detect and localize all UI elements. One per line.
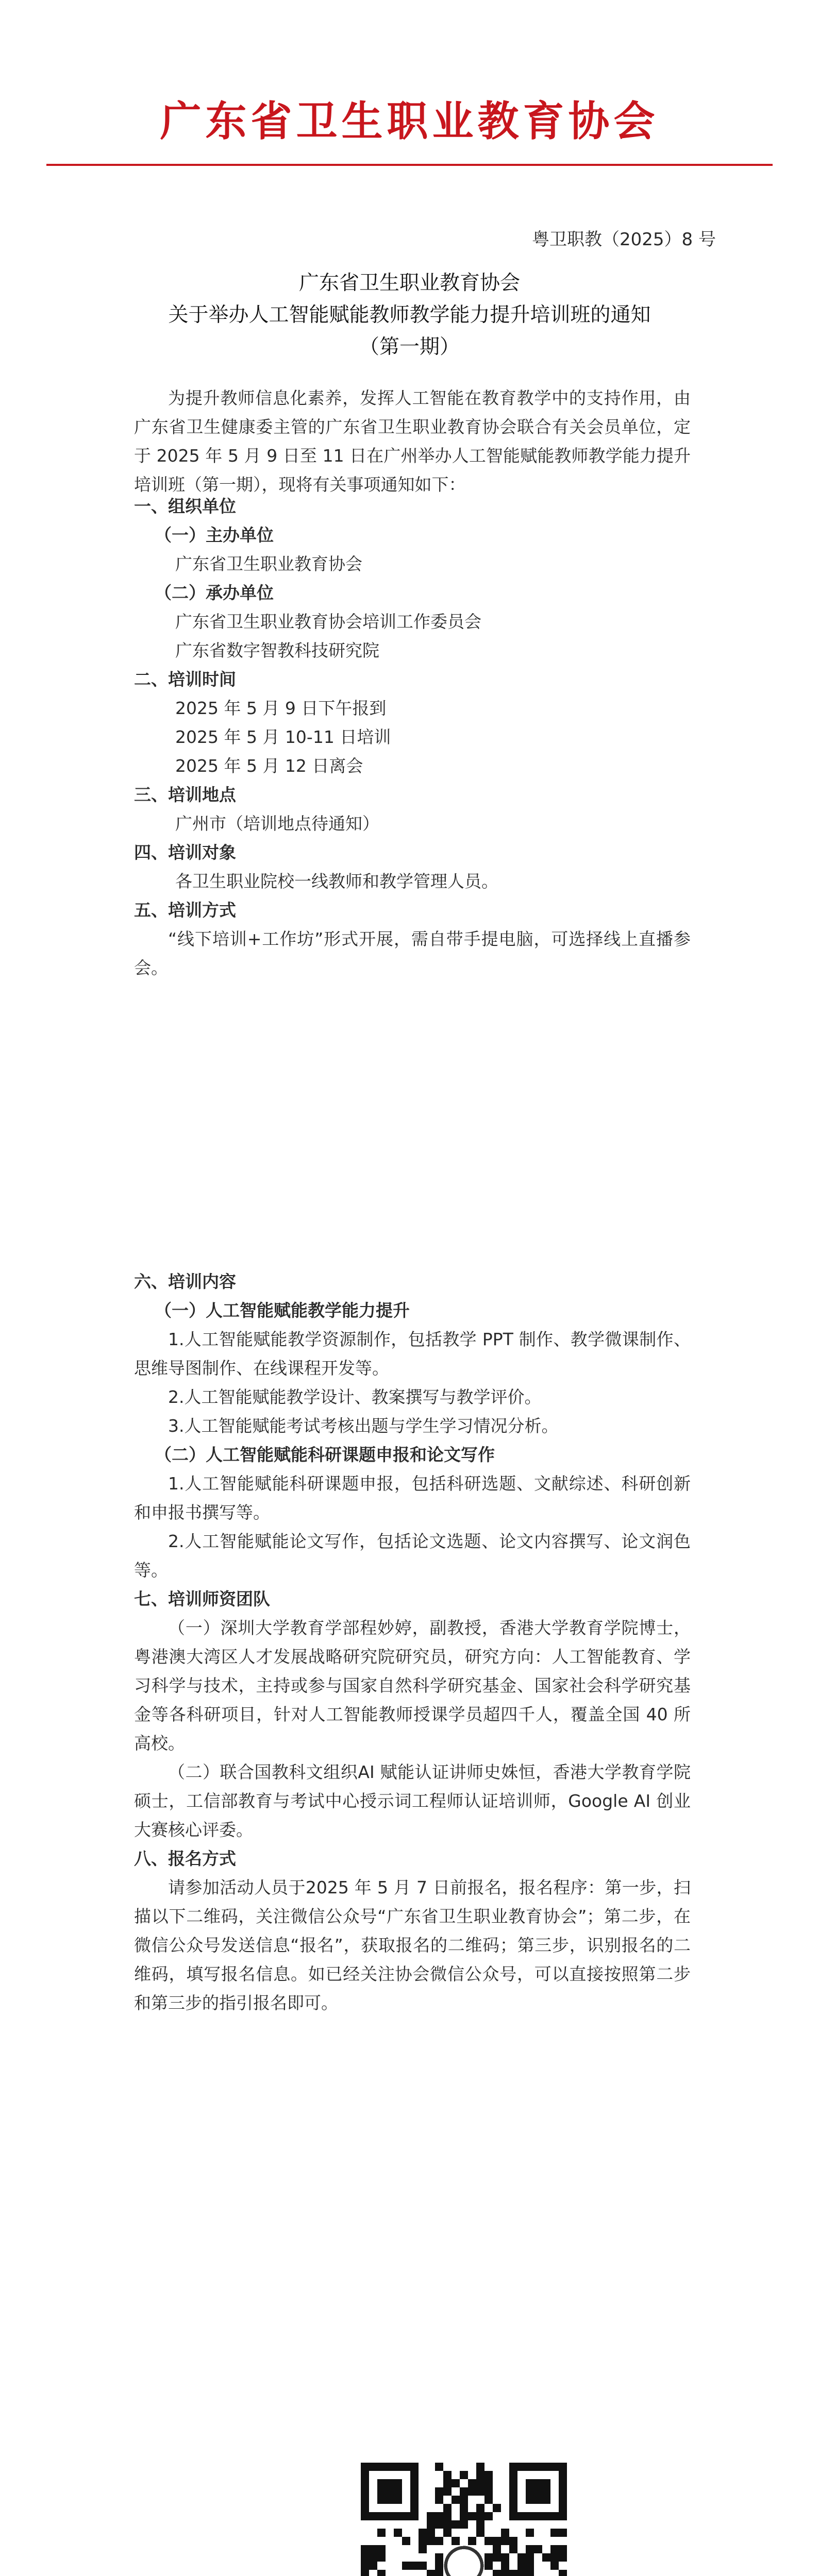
section-7-item: （一）深圳大学教育学部程妙婷，副教授，香港大学教育学院博士，粤港澳大湾区人才发展战略研究院研究员，研究方向：人工智能教育、学习科学与技术，主持或参与国家自然科学研究基金、国家社会科学研究基金等各科研项目，针对人工智能教师授课学员超四千人，覆盖全国 40 所高校。 — [134, 1618, 691, 1753]
section-6-title: 六、培训内容 — [134, 1272, 236, 1292]
section-6-sub-1-item: 1.人工智能赋能教学资源制作，包括教学 PPT 制作、教学微课制作、思维导图制作、在线课程开发等。 — [134, 1329, 691, 1378]
section-8-text: 请参加活动人员于2025 年 5 月 7 日前报名，报名程序：第一步，扫描以下二维码，关注微信公众号“广东省卫生职业教育协会”；第二步，在微信公众号发送信息“报名”，获取报名的二维码；第三步，识别报名的二维码，填写报名信息。如已经关注协会微信公众号，可以直接按照第二步和第三步的指引报名即可。 — [134, 1877, 691, 2013]
section-3-title: 三、培训地点 — [134, 785, 236, 805]
section-1-title: 一、组织单位 — [134, 496, 236, 516]
section-4-item: 各卫生职业院校一线教师和教学管理人员。 — [175, 871, 498, 891]
section-8-title: 八、报名方式 — [134, 1849, 236, 1869]
wechat-qr-code[interactable] — [361, 2463, 567, 2576]
section-4-title: 四、培训对象 — [134, 842, 236, 862]
section-2-title: 二、培训时间 — [134, 669, 236, 689]
section-7-item: （二）联合国教科文组织AI 赋能认证讲师史姝恒，香港大学教育学院硕士，工信部教育与考试中心授示词工程师认证培训师，Google AI 创业大赛核心评委。 — [134, 1762, 691, 1840]
intro-paragraph: 为提升教师信息化素养，发挥人工智能在教育教学中的支持作用，由广东省卫生健康委主管的广东省卫生职业教育协会联合有关会员单位，定于 2025 年 5 月 9 日至 11 日在广州举办人工智能赋能教师教学能力提升培训班（第一期），现将有关事项通知如下： — [134, 388, 691, 495]
section-6-sub-1: （一）人工智能赋能教学能力提升 — [155, 1300, 410, 1320]
section-6-sub-2: （二）人工智能赋能科研课题申报和论文写作 — [155, 1445, 495, 1465]
section-6-sub-2-item: 2.人工智能赋能论文写作，包括论文选题、论文内容撰写、论文润色等。 — [134, 1531, 691, 1580]
section-6-sub-1-item: 2.人工智能赋能教学设计、教案撰写与教学评价。 — [168, 1387, 542, 1407]
section-6-sub-2-item: 1.人工智能赋能科研课题申报，包括科研选题、文献综述、科研创新和申报书撰写等。 — [134, 1473, 691, 1522]
letterhead-title: 广东省卫生职业教育协会 — [160, 97, 659, 145]
section-7-title: 七、培训师资团队 — [134, 1589, 270, 1609]
section-2-item: 2025 年 5 月 12 日离会 — [175, 756, 363, 776]
letterhead-rule — [46, 164, 773, 166]
section-1-sub-1: （一）主办单位 — [155, 525, 274, 545]
section-1-sub-1-item: 广东省卫生职业教育协会 — [175, 554, 362, 574]
document-title-line-1: 广东省卫生职业教育协会 — [298, 272, 520, 295]
document-title-line-2: 关于举办人工智能赋能教师教学能力提升培训班的通知 — [168, 303, 651, 327]
section-1-sub-2: （二）承办单位 — [155, 583, 274, 603]
document-title-line-3: （第一期） — [359, 335, 460, 359]
document-number: 粤卫职教（2025）8 号 — [532, 229, 716, 250]
section-5-text: “线下培训+工作坊”形式开展，需自带手提电脑，可选择线上直播参会。 — [134, 929, 691, 978]
section-5-title: 五、培训方式 — [134, 900, 236, 920]
qr-code-image — [361, 2463, 567, 2576]
section-1-sub-2-item: 广东省数字智教科技研究院 — [175, 640, 379, 660]
section-2-item: 2025 年 5 月 9 日下午报到 — [175, 698, 387, 718]
section-1-sub-2-item: 广东省卫生职业教育协会培训工作委员会 — [175, 612, 481, 632]
section-2-item: 2025 年 5 月 10-11 日培训 — [175, 727, 391, 747]
section-3-item: 广州市（培训地点待通知） — [175, 814, 379, 834]
section-6-sub-1-item: 3.人工智能赋能考试考核出题与学生学习情况分析。 — [168, 1416, 559, 1436]
